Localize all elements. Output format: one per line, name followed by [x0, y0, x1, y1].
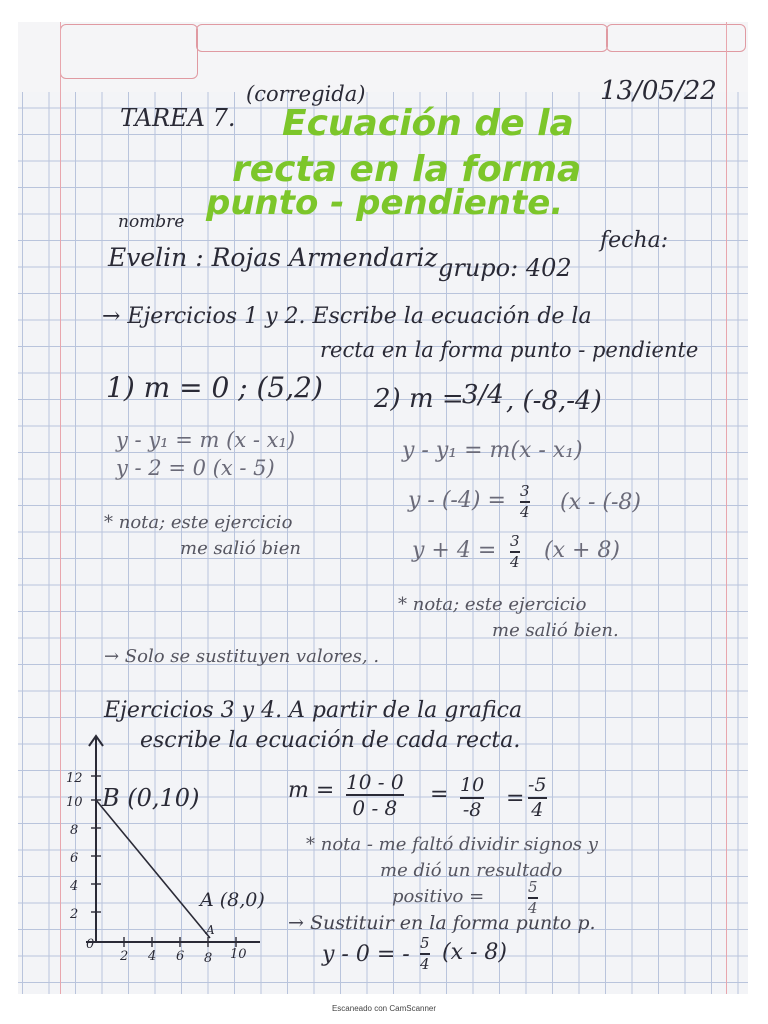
- ex34-instruction-1: Ejercicios 3 y 4. A partir de la grafica: [104, 698, 523, 723]
- p1-line-1: y - y₁ = m (x - x₁): [116, 428, 296, 452]
- p1-note-2: me salió bien: [180, 538, 302, 559]
- slope-label: m =: [288, 778, 335, 803]
- ex12-instruction-1: → Ejercicios 1 y 2. Escribe la ecuación de la: [102, 304, 592, 329]
- header-box-left: [60, 24, 198, 79]
- p2-given-post: , (-8,-4): [506, 386, 602, 416]
- name-label: nombre: [118, 212, 185, 232]
- point-a-marker-label: A: [206, 923, 215, 937]
- final-equation-pre: y - 0 = -: [322, 942, 410, 967]
- title-line-1: Ecuación de la: [282, 103, 574, 144]
- p2-given-pre: 2) m =: [374, 384, 464, 414]
- margin-line-right: [726, 22, 727, 994]
- ex34-note-1: * nota - me faltó dividir signos y: [306, 834, 598, 855]
- x-tick-label: 2: [120, 949, 129, 964]
- p1-note-1: * nota; este ejercicio: [104, 512, 293, 533]
- ex34-instruction-2: escribe la ecuación de cada recta.: [140, 728, 521, 753]
- p2-note-2: me salió bien.: [492, 620, 619, 641]
- slope-fraction-3: -5 4: [528, 774, 547, 821]
- slope-equals-2: =: [506, 786, 525, 811]
- p1-line-2: y - 2 = 0 (x - 5): [116, 456, 275, 480]
- y-tick-label: 12: [66, 771, 83, 786]
- p2-note-1: * nota; este ejercicio: [398, 594, 587, 615]
- student-group: grupo: 402: [438, 254, 572, 282]
- slope-equals-1: =: [430, 782, 449, 807]
- x-tick-label: 6: [176, 949, 185, 964]
- y-tick-label: 10: [66, 795, 83, 810]
- ex12-instruction-2: recta en la forma punto - pendiente: [320, 338, 699, 362]
- final-equation-post: (x - 8): [442, 940, 507, 965]
- student-name: Evelin : Rojas Armendariz: [108, 243, 438, 272]
- p2-fraction-b: 3 4: [510, 532, 520, 571]
- title-line-3: punto - pendiente.: [206, 183, 564, 223]
- y-tick-label: 2: [70, 907, 79, 922]
- positive-fraction: 5 4: [528, 878, 538, 917]
- header-date: 13/05/22: [600, 76, 717, 106]
- ex12-remark: → Solo se sustituyen valores, .: [104, 646, 380, 667]
- line-ab: [96, 800, 210, 938]
- p1-given: 1) m = 0 ; (5,2): [106, 371, 323, 404]
- header-box-middle: [196, 24, 608, 52]
- p2-fraction-a: 3 4: [520, 482, 530, 521]
- p2-line-1: y - y₁ = m(x - x₁): [402, 438, 583, 463]
- point-b-label: B (0,10): [102, 784, 200, 812]
- task-number: TAREA 7.: [120, 104, 236, 132]
- header-box-right: [606, 24, 746, 52]
- p2-line-3-post: (x + 8): [544, 538, 620, 563]
- p2-line-3-pre: y + 4 =: [412, 538, 497, 563]
- ex34-note-2: me dió un resultado: [380, 860, 563, 881]
- final-fraction: 5 4: [420, 934, 430, 973]
- x-tick-label: 10: [230, 947, 247, 962]
- slope-fraction-2: 10 -8: [460, 774, 485, 821]
- p2-given-frac: 3/4: [462, 380, 504, 410]
- line-graph: [60, 730, 280, 970]
- p2-line-2-post: (x - (-8): [560, 490, 642, 515]
- ex34-note-3: positivo =: [392, 886, 485, 907]
- date-label: fecha:: [600, 228, 669, 253]
- x-tick-label: 4: [148, 949, 157, 964]
- x-tick-label: 0: [86, 937, 95, 952]
- title-line-2: recta en la forma: [232, 149, 582, 190]
- slope-fraction-1: 10 - 0 0 - 8: [346, 770, 404, 820]
- y-tick-label: 4: [70, 879, 79, 894]
- substitute-instruction: → Sustituir en la forma punto p.: [288, 912, 596, 934]
- point-a-label: A (8,0): [200, 889, 265, 911]
- p2-line-2-pre: y - (-4) =: [408, 488, 506, 513]
- y-tick-label: 8: [70, 823, 79, 838]
- x-tick-label: 8: [204, 951, 213, 966]
- y-tick-label: 6: [70, 851, 79, 866]
- corrected-note: (corregida): [246, 82, 366, 106]
- scanner-footer: Escaneado con CamScanner: [331, 1004, 437, 1013]
